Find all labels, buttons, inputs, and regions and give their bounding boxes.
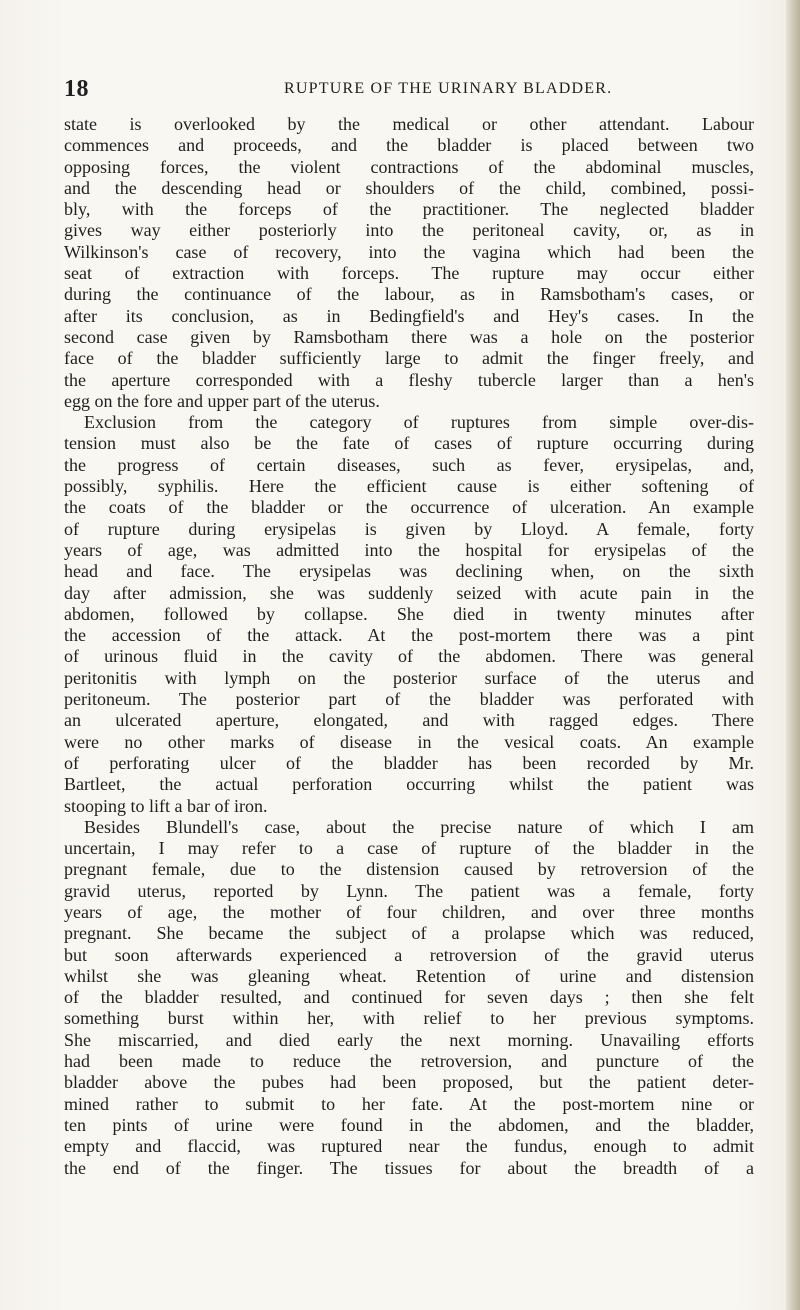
text-line: peritonitis with lymph on the posterior surface of the uterus and — [64, 667, 754, 688]
text-line: of the bladder resulted, and continued for seven days ; then she felt — [64, 987, 754, 1008]
text-line: the progress of certain diseases, such as fever, erysipelas, and, — [64, 454, 754, 475]
text-line: were no other marks of disease in the vesical coats. An example — [64, 731, 754, 752]
running-head: RUPTURE OF THE URINARY BLADDER. — [284, 80, 613, 97]
text-line: the accession of the attack. At the post-mortem there was a pint — [64, 625, 754, 646]
text-line: bladder above the pubes had been proposed, but the patient deter- — [64, 1072, 754, 1093]
text-line: mined rather to submit to her fate. At the post-mortem nine or — [64, 1093, 754, 1114]
text-line: second case given by Ramsbotham there was a hole on the posterior — [64, 326, 754, 347]
text-line: Exclusion from the category of ruptures from simple over-dis- — [84, 412, 754, 433]
text-line: gravid uterus, reported by Lynn. The patient was a female, forty — [64, 880, 754, 901]
text-line: an ulcerated aperture, elongated, and with ragged edges. There — [64, 710, 754, 731]
text-line: head and face. The erysipelas was declining when, on the sixth — [64, 561, 754, 582]
text-line: She miscarried, and died early the next morning. Unavailing efforts — [64, 1029, 754, 1050]
text-line: of urinous fluid in the cavity of the abdomen. There was general — [64, 646, 754, 667]
page-header — [64, 76, 754, 106]
text-line: stooping to lift a bar of iron. — [64, 795, 268, 816]
text-line: years of age, the mother of four children, and over three months — [64, 901, 754, 922]
text-line: bly, with the forceps of the practitioner. The neglected bladder — [64, 199, 754, 220]
text-line: state is overlooked by the medical or other attendant. Labour — [64, 114, 754, 134]
text-line: pregnant female, due to the distension caused by retroversion of the — [64, 859, 754, 880]
text-line: face of the bladder sufficiently large to admit the finger freely, and — [64, 348, 754, 369]
text-line: Besides Blundell's case, about the precise nature of which I am — [84, 816, 754, 837]
text-line: of rupture during erysipelas is given by Lloyd. A female, forty — [64, 518, 754, 539]
text-line: after its conclusion, as in Bedingfield's and Hey's cases. In the — [64, 305, 754, 326]
text-line: during the continuance of the labour, as in Ramsbotham's cases, or — [64, 284, 754, 305]
text-line: the coats of the bladder or the occurrence of ulceration. An example — [64, 497, 754, 518]
text-line: Wilkinson's case of recovery, into the vagina which had been the — [64, 241, 754, 262]
text-line: egg on the fore and upper part of the uterus. — [64, 390, 380, 411]
text-line: pregnant. She became the subject of a prolapse which was reduced, — [64, 923, 754, 944]
text-line: ten pints of urine were found in the abdomen, and the bladder, — [64, 1114, 754, 1135]
page-binding-edge — [786, 0, 800, 1310]
text-line: of perforating ulcer of the bladder has been recorded by Mr. — [64, 752, 754, 773]
text-line: whilst she was gleaning wheat. Retention of urine and distension — [64, 965, 754, 986]
text-line: had been made to reduce the retroversion, and puncture of the — [64, 1051, 754, 1072]
text-line: Bartleet, the actual perforation occurring whilst the patient was — [64, 774, 754, 795]
text-line: gives way either posteriorly into the peritoneal cavity, or, as in — [64, 220, 754, 241]
text-line: opposing forces, the violent contractions of the abdominal muscles, — [64, 156, 754, 177]
text-line: peritoneum. The posterior part of the bladder was perforated with — [64, 689, 754, 710]
text-line: uncertain, I may refer to a case of rupture of the bladder in the — [64, 838, 754, 859]
text-line: but soon afterwards experienced a retroversion of the gravid uterus — [64, 944, 754, 965]
text-line: possibly, syphilis. Here the efficient cause is either softening of — [64, 476, 754, 497]
text-line: day after admission, she was suddenly seized with acute pain in the — [64, 582, 754, 603]
text-line: the aperture corresponded with a fleshy tubercle larger than a hen's — [64, 369, 754, 390]
body-text — [64, 114, 754, 1179]
text-line: tension must also be the fate of cases of rupture occurring during — [64, 433, 754, 454]
text-line: abdomen, followed by collapse. She died in twenty minutes after — [64, 603, 754, 624]
text-line: and the descending head or shoulders of the child, combined, possi- — [64, 177, 754, 198]
text-line: the end of the finger. The tissues for about the breadth of a — [64, 1157, 754, 1178]
text-line: years of age, was admitted into the hospital for erysipelas of the — [64, 539, 754, 560]
text-line: empty and flaccid, was ruptured near the fundus, enough to admit — [64, 1136, 754, 1157]
text-line: something burst within her, with relief to her previous symptoms. — [64, 1008, 754, 1029]
text-line: seat of extraction with forceps. The rupture may occur either — [64, 263, 754, 284]
text-line: commences and proceeds, and the bladder is placed between two — [64, 135, 754, 156]
page-number: 18 — [64, 76, 89, 102]
